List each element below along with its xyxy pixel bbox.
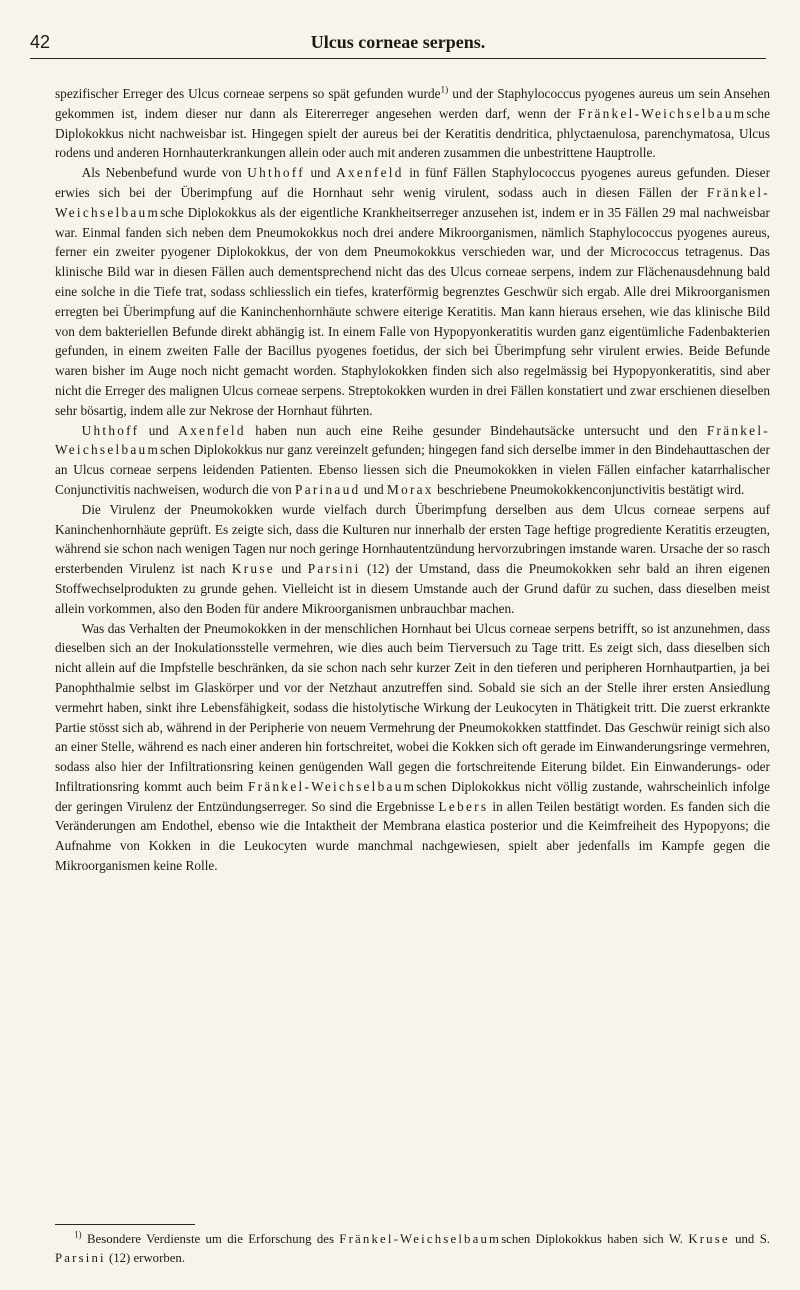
text-run: sche Diplokokkus nicht nachweisbar ist. Hingegen spielt der aureus bei der Keratitis dendritica, phlyctaenulosa, parenchymatosa, Ulcus rodens und anderen Hornhauterkrankungen allein oder auch mit anderen zusammen die unbestrittene Hauptrolle. — [55, 105, 770, 161]
text-run: spezifischer Erreger des Ulcus corneae serpens so spät gefunden wurde — [55, 86, 441, 101]
text-run: Als Nebenbefund wurde von — [81, 165, 248, 181]
text-run: schen Diplokokkus haben sich W. — [501, 1232, 689, 1246]
text-run: in fünf Fällen Staphylococcus pyogenes aureus gefunden. Dieser erwies sich bei der Überimpfung auf die Hornhaut sehr wenig virulent, sodass auch in diesen Fällen der — [55, 165, 770, 200]
paragraph — [55, 421, 770, 500]
spaced-name: Parsini — [307, 561, 361, 577]
running-title: Ulcus corneae serpens. — [310, 32, 486, 52]
spaced-name: Uhthoff — [81, 422, 140, 438]
footnote-rule — [55, 1224, 195, 1225]
text-run: und — [139, 422, 179, 438]
spaced-name: Axenfeld — [178, 422, 246, 438]
spaced-name: Morax — [387, 481, 434, 497]
page-number: 42 — [30, 32, 51, 52]
footnote-marker: 1) — [440, 85, 449, 96]
spaced-name: Parsini — [55, 1250, 106, 1265]
text-run: schen Diplokokkus nur ganz vereinzelt gefunden; hingegen fand sich derselbe immer in den Bindehauttaschen der an Ulcus corneae serpens leidenden Patienten. Ebenso liessen sich die Pneumokokken in vielen Fällen einfacher katarrhalischer Conjunctivitis nachweisen, wodurch die von — [55, 442, 770, 497]
text-run: und — [274, 561, 308, 577]
text-run: und — [360, 481, 387, 497]
text-run: und S. — [729, 1232, 771, 1246]
text-run: sche Diplokokkus als der eigentliche Krankheitserreger anzusehen ist, indem er in 35 Fällen 29 mal nachweisbar war. Einmal fanden sich neben dem Pneumokokkus noch drei andere Mikroorganismen, nämlich Staphylococcus pyogenes aureus, ferner ein zweiter pyogener Diplokokkus, der von dem Pneumokokkus verschieden war, und der Micrococcus tetragenus. Das klinische Bild war in diesen Fällen auch dementsprechend nicht das des Ulcus corneae serpens, indem zur Flächenausdehnung bald eine solche in die Tiefe trat, sodass schliesslich ein tiefes, kraterförmig begrenztes Geschwür sich ergab. Alle drei Mikroorganismen erregten bei Überimpfung auf die Kaninchenhornhäute schwere eiterige Keratitis. Man kann hieraus ersehen, wie das klinische Bild von dem bakteriellen Befunde direkt abhängig ist. In einem Falle von Hypopyonkeratitis wurden ganz eigentümliche Fadenbakterien gefunden, in einem zweiten Falle der Bacillus pyogenes foetidus, der sich bei Überimpfung sehr virulent erwies. Beide Befunde waren bisher im Auge noch nicht gemacht worden. Staphylokokken finden sich also regelmässig bei Hypopyonkeratitis, sind aber nicht die Erreger des malignen Ulcus corneae serpens. Streptokokken wurden in drei Fällen konstatiert und zwar erschienen dieselben sehr bösartig, indem alle zur Nekrose der Hornhaut führten. — [55, 204, 770, 418]
spaced-name: Kruse — [688, 1232, 730, 1246]
paragraph — [55, 84, 770, 163]
paragraph — [55, 619, 770, 876]
spaced-name: Fränkel-Weichselbaum — [55, 184, 770, 220]
spaced-name: Fränkel-Weichselbaum — [248, 778, 417, 794]
text-run: in allen Teilen bestätigt worden. Es fanden sich die Veränderungen am Endothel, ebenso wie die Intaktheit der Membrana elastica posterior und die Keimfreiheit des Hypopyons; die Aufnahme von Kokken in die Leukocyten wurde manchmal nachgewiesen, spielt aber jedenfalls im Kampfe gegen die Mikroorganismen keine Rolle. — [55, 798, 770, 874]
spaced-name: Lebers — [438, 798, 489, 814]
spaced-name: Uhthoff — [247, 165, 305, 181]
text-run: Besondere Verdienste um die Erforschung des — [81, 1232, 340, 1246]
paragraph — [55, 500, 770, 619]
text-run: und der Staphylococcus pyogenes aureus um sein Ansehen gekommen ist, indem dieser nur dann als Eitererreger angesehen werden darf, wenn der — [55, 86, 770, 121]
body-text — [55, 84, 770, 876]
footnote-marker: 1) — [74, 1229, 82, 1240]
spaced-name: Fränkel-Weichselbaum — [339, 1232, 502, 1246]
text-run: schen Diplokokkus nicht völlig zustande, wahrscheinlich infolge der geringen Virulenz der Entzündungserreger. So sind die Ergebnisse — [55, 778, 770, 814]
text-run: (12) der Umstand, dass die Pneumokokken sehr bald an ihren eigenen Stoffwechselprodukten zu grunde gehen. Vielleicht ist in diesem Umstande auch der Grund dafür zu suchen, dass dieselben meist allein vorkommen, also den Boden für andere Mikroorganismen unbrauchbar machen. — [55, 561, 771, 616]
spaced-name: Kruse — [231, 561, 275, 577]
spaced-name: Axenfeld — [336, 165, 404, 181]
text-run: haben nun auch eine Reihe gesunder Bindehautsäcke untersucht und den — [245, 422, 707, 438]
text-run: und — [304, 165, 337, 181]
spaced-name: Parinaud — [295, 481, 361, 497]
text-run: Was das Verhalten der Pneumokokken in der menschlichen Hornhaut bei Ulcus corneae serpens betrifft, so ist anzunehmen, dass dieselben sich an der Inokulationsstelle vermehren, wie dies auch beim Tierversuch zu Tage tritt. Es zeigt sich, dass dieselben sich nicht allein auf die Impfstelle beschränken, da sie schon nach sehr kurzer Zeit in den tieferen und peripheren Hornhautpartien, ja bei Panophthalmie selbst im Glaskörper und vor der Netzhaut anzutreffen sind. Sobald sie sich an der Stelle ihrer ersten Ansiedlung vermehrt haben, sinkt ihre Lebensfähigkeit, sodass die histolytische Wirkung der Leukocyten in Thätigkeit tritt. Die zuerst erkrankte Partie stösst sich ab, während in der Peripherie von neuem Vermehrung der Pneumokokken stattfindet. Das Geschwür reinigt sich also an einer Stelle, während es nach einer anderen hin fortschreitet, wobei die Kokken sich oft gerade im Einwanderungsringe vermehren, sodass also hier der Infiltrationsring keinen genügenden Wall gegen die fortschreitende Eiterung bildet. Ein Einwanderungs- oder Infiltrationsring kommt auch beim — [55, 620, 770, 794]
footnote — [55, 1230, 770, 1267]
spaced-name: Fränkel-Weichselbaum — [55, 422, 770, 458]
paragraph — [55, 163, 770, 420]
spaced-name: Fränkel-Weichselbaum — [578, 105, 747, 121]
text-run: (12) erworben. — [105, 1250, 186, 1265]
text-run: Die Virulenz der Pneumokokken wurde vielfach durch Überimpfung derselben aus dem Ulcus corneae serpens auf Kaninchenhornhäute geprüft. Es zeigte sich, dass die Kulturen nur innerhalb der ersten Tage heftige progrediente Keratitis erzeugten, während sie schon nach wenigen Tagen nur noch geringe Hornhautentzündung hervorzubringen imstande waren. Ursache der so rasch ersterbenden Virulenz ist nach — [55, 501, 770, 577]
page-header — [30, 30, 766, 59]
text-run: beschriebene Pneumokokkenconjunctivitis bestätigt wird. — [433, 481, 745, 497]
